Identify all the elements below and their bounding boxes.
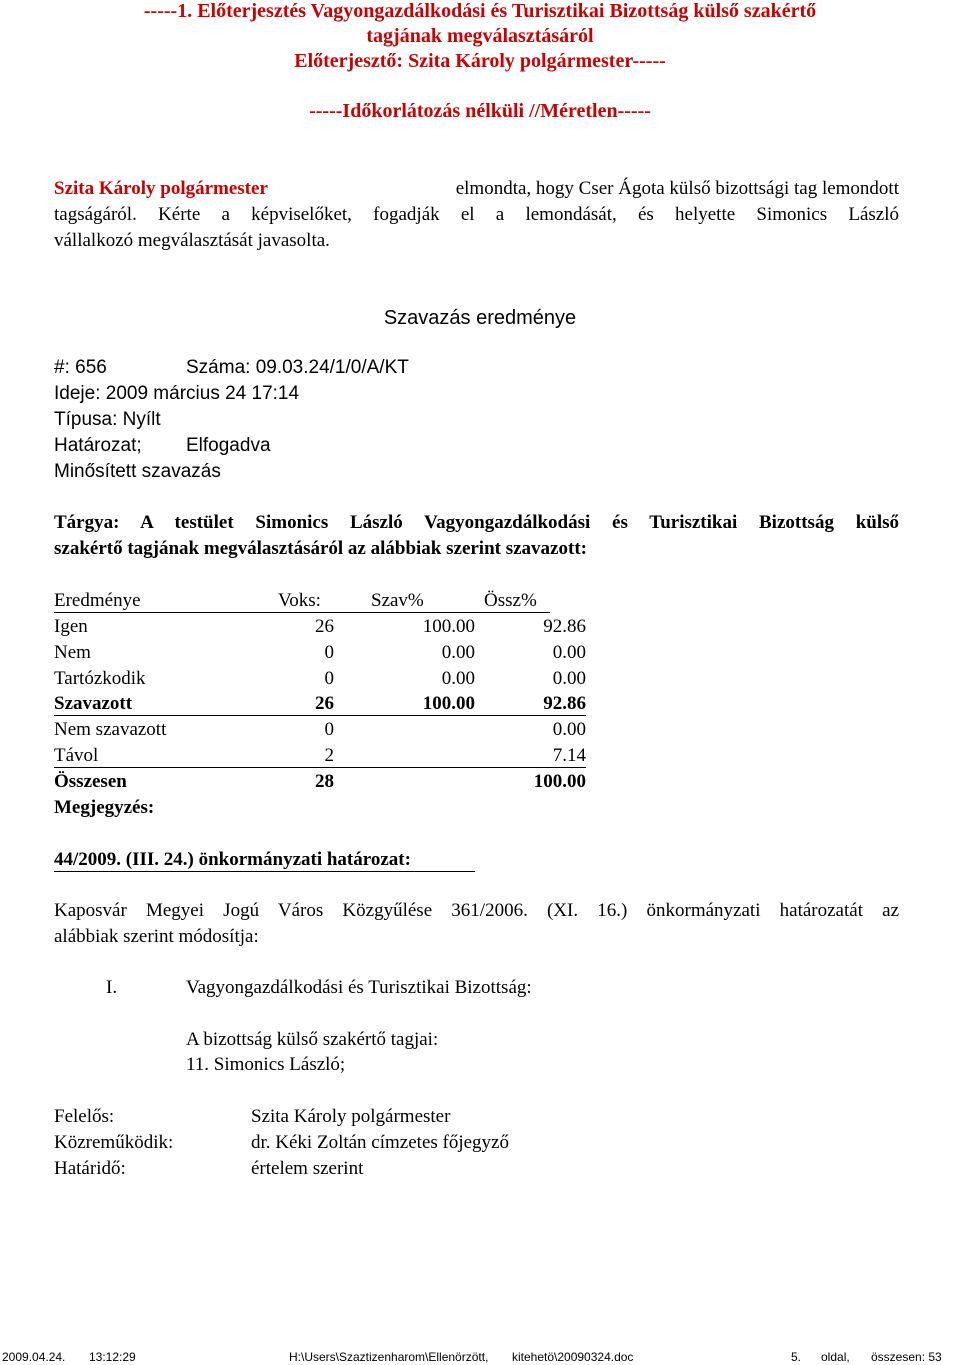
row-ossz: 92.86 (543, 616, 586, 637)
header-line-1: -----1. Előterjesztés Vagyongazdálkodási és Turisztikai Bizottság külső szakértő (143, 0, 817, 22)
row-label: Nem szavazott (54, 719, 167, 740)
vote-hatarozat-label: Határozat; (54, 435, 142, 456)
footer-path: H:\Users\Szaztizenharom\Ellenörzött, (289, 1350, 489, 1364)
intro-line-2: tagságáról. Kérte a képviselőket, fogadják el a lemondását, és helyette Simonics László (54, 204, 899, 225)
row-label: Tartózkodik (54, 668, 146, 689)
kozremukodik-value: dr. Kéki Zoltán címzetes főjegyző (251, 1132, 509, 1153)
row-szav: 100.00 (422, 693, 475, 714)
hatarido-value: értelem szerint (251, 1158, 364, 1179)
vote-number: #: 656 (54, 357, 107, 378)
footer-total: összesen: 53 (871, 1350, 942, 1364)
vote-title: Szavazás eredménye (383, 307, 577, 329)
vote-ideje: Ideje: 2009 március 24 17:14 (54, 383, 300, 404)
row-ossz: 0.00 (552, 719, 586, 740)
col-header-szav: Szav% (371, 590, 424, 611)
row-label: Szavazott (54, 693, 133, 714)
footer-file: kitehetö\20090324.doc (512, 1350, 634, 1364)
row-underline (54, 767, 586, 768)
row-voks: 0 (324, 668, 334, 689)
header-underline (54, 612, 550, 613)
vote-tipusa: Típusa: Nyílt (54, 409, 161, 430)
row-voks: 26 (315, 693, 334, 714)
row-underline (54, 715, 586, 716)
header-line-2: tagjának megválasztásáról (366, 25, 594, 47)
row-label: Összesen (54, 771, 127, 792)
row-ossz: 92.86 (543, 693, 586, 714)
member-item: 11. Simonics László; (186, 1054, 346, 1075)
resolution-title-underline (54, 871, 475, 872)
vote-targya-line-2: szakértő tagjának megválasztásáról az alábbiak szerint szavazott: (54, 538, 587, 559)
intro-line-3: vállalkozó megválasztását javasolta. (54, 230, 330, 251)
hatarido-label: Határidő: (54, 1158, 126, 1179)
col-header-voks: Voks: (278, 590, 321, 611)
footer-time: 13:12:29 (89, 1350, 136, 1364)
footer-date: 2009.04.24. (2, 1350, 66, 1364)
col-header-ossz: Össz% (484, 590, 537, 611)
row-label: Igen (54, 616, 88, 637)
row-voks: 0 (324, 719, 334, 740)
members-label: A bizottság külső szakértő tagjai: (186, 1029, 439, 1050)
resolution-body-line-2: alábbiak szerint módosítja: (54, 926, 259, 947)
megjegyzes-label: Megjegyzés: (54, 797, 155, 818)
row-voks: 2 (324, 745, 334, 766)
resolution-body-line-1: Kaposvár Megyei Jogú Város Közgyűlése 361/2006. (XI. 16.) önkormányzati határozatát az (54, 900, 899, 921)
vote-szama: Száma: 09.03.24/1/0/A/KT (186, 357, 409, 378)
row-ossz: 100.00 (533, 771, 586, 792)
resolution-title: 44/2009. (III. 24.) önkormányzati határozat: (54, 849, 411, 870)
col-header-eredmenye: Eredménye (54, 590, 141, 611)
vote-hatarozat-value: Elfogadva (186, 435, 271, 456)
intro-line-1-rest: elmondta, hogy Cser Ágota külső bizottsági tag lemondott (455, 178, 899, 199)
header-line-3: Előterjesztő: Szita Károly polgármester----- (294, 50, 666, 72)
section-number: I. (106, 977, 118, 998)
row-szav: 0.00 (441, 642, 475, 663)
header-line-4: -----Időkorlátozás nélküli //Méretlen----- (309, 100, 651, 122)
row-ossz: 0.00 (552, 642, 586, 663)
row-label: Nem (54, 642, 91, 663)
row-voks: 26 (315, 616, 334, 637)
row-szav: 0.00 (441, 668, 475, 689)
footer-page: 5. (791, 1350, 802, 1364)
kozremukodik-label: Közreműködik: (54, 1132, 174, 1153)
row-ossz: 7.14 (552, 745, 586, 766)
vote-targya-line-1: Tárgya: A testület Simonics László Vagyongazdálkodási és Turisztikai Bizottság külső (54, 512, 899, 533)
section-title: Vagyongazdálkodási és Turisztikai Bizottság: (186, 977, 532, 998)
intro-line-1 (54, 178, 899, 200)
felelos-label: Felelős: (54, 1106, 115, 1127)
row-ossz: 0.00 (552, 668, 586, 689)
footer-oldal: oldal, (821, 1350, 850, 1364)
row-voks: 28 (315, 771, 334, 792)
row-voks: 0 (324, 642, 334, 663)
vote-minositett: Minősített szavazás (54, 461, 221, 482)
row-szav: 100.00 (422, 616, 475, 637)
row-label: Távol (54, 745, 99, 766)
speaker-name: Szita Károly polgármester (54, 178, 268, 199)
felelos-value: Szita Károly polgármester (251, 1106, 451, 1127)
